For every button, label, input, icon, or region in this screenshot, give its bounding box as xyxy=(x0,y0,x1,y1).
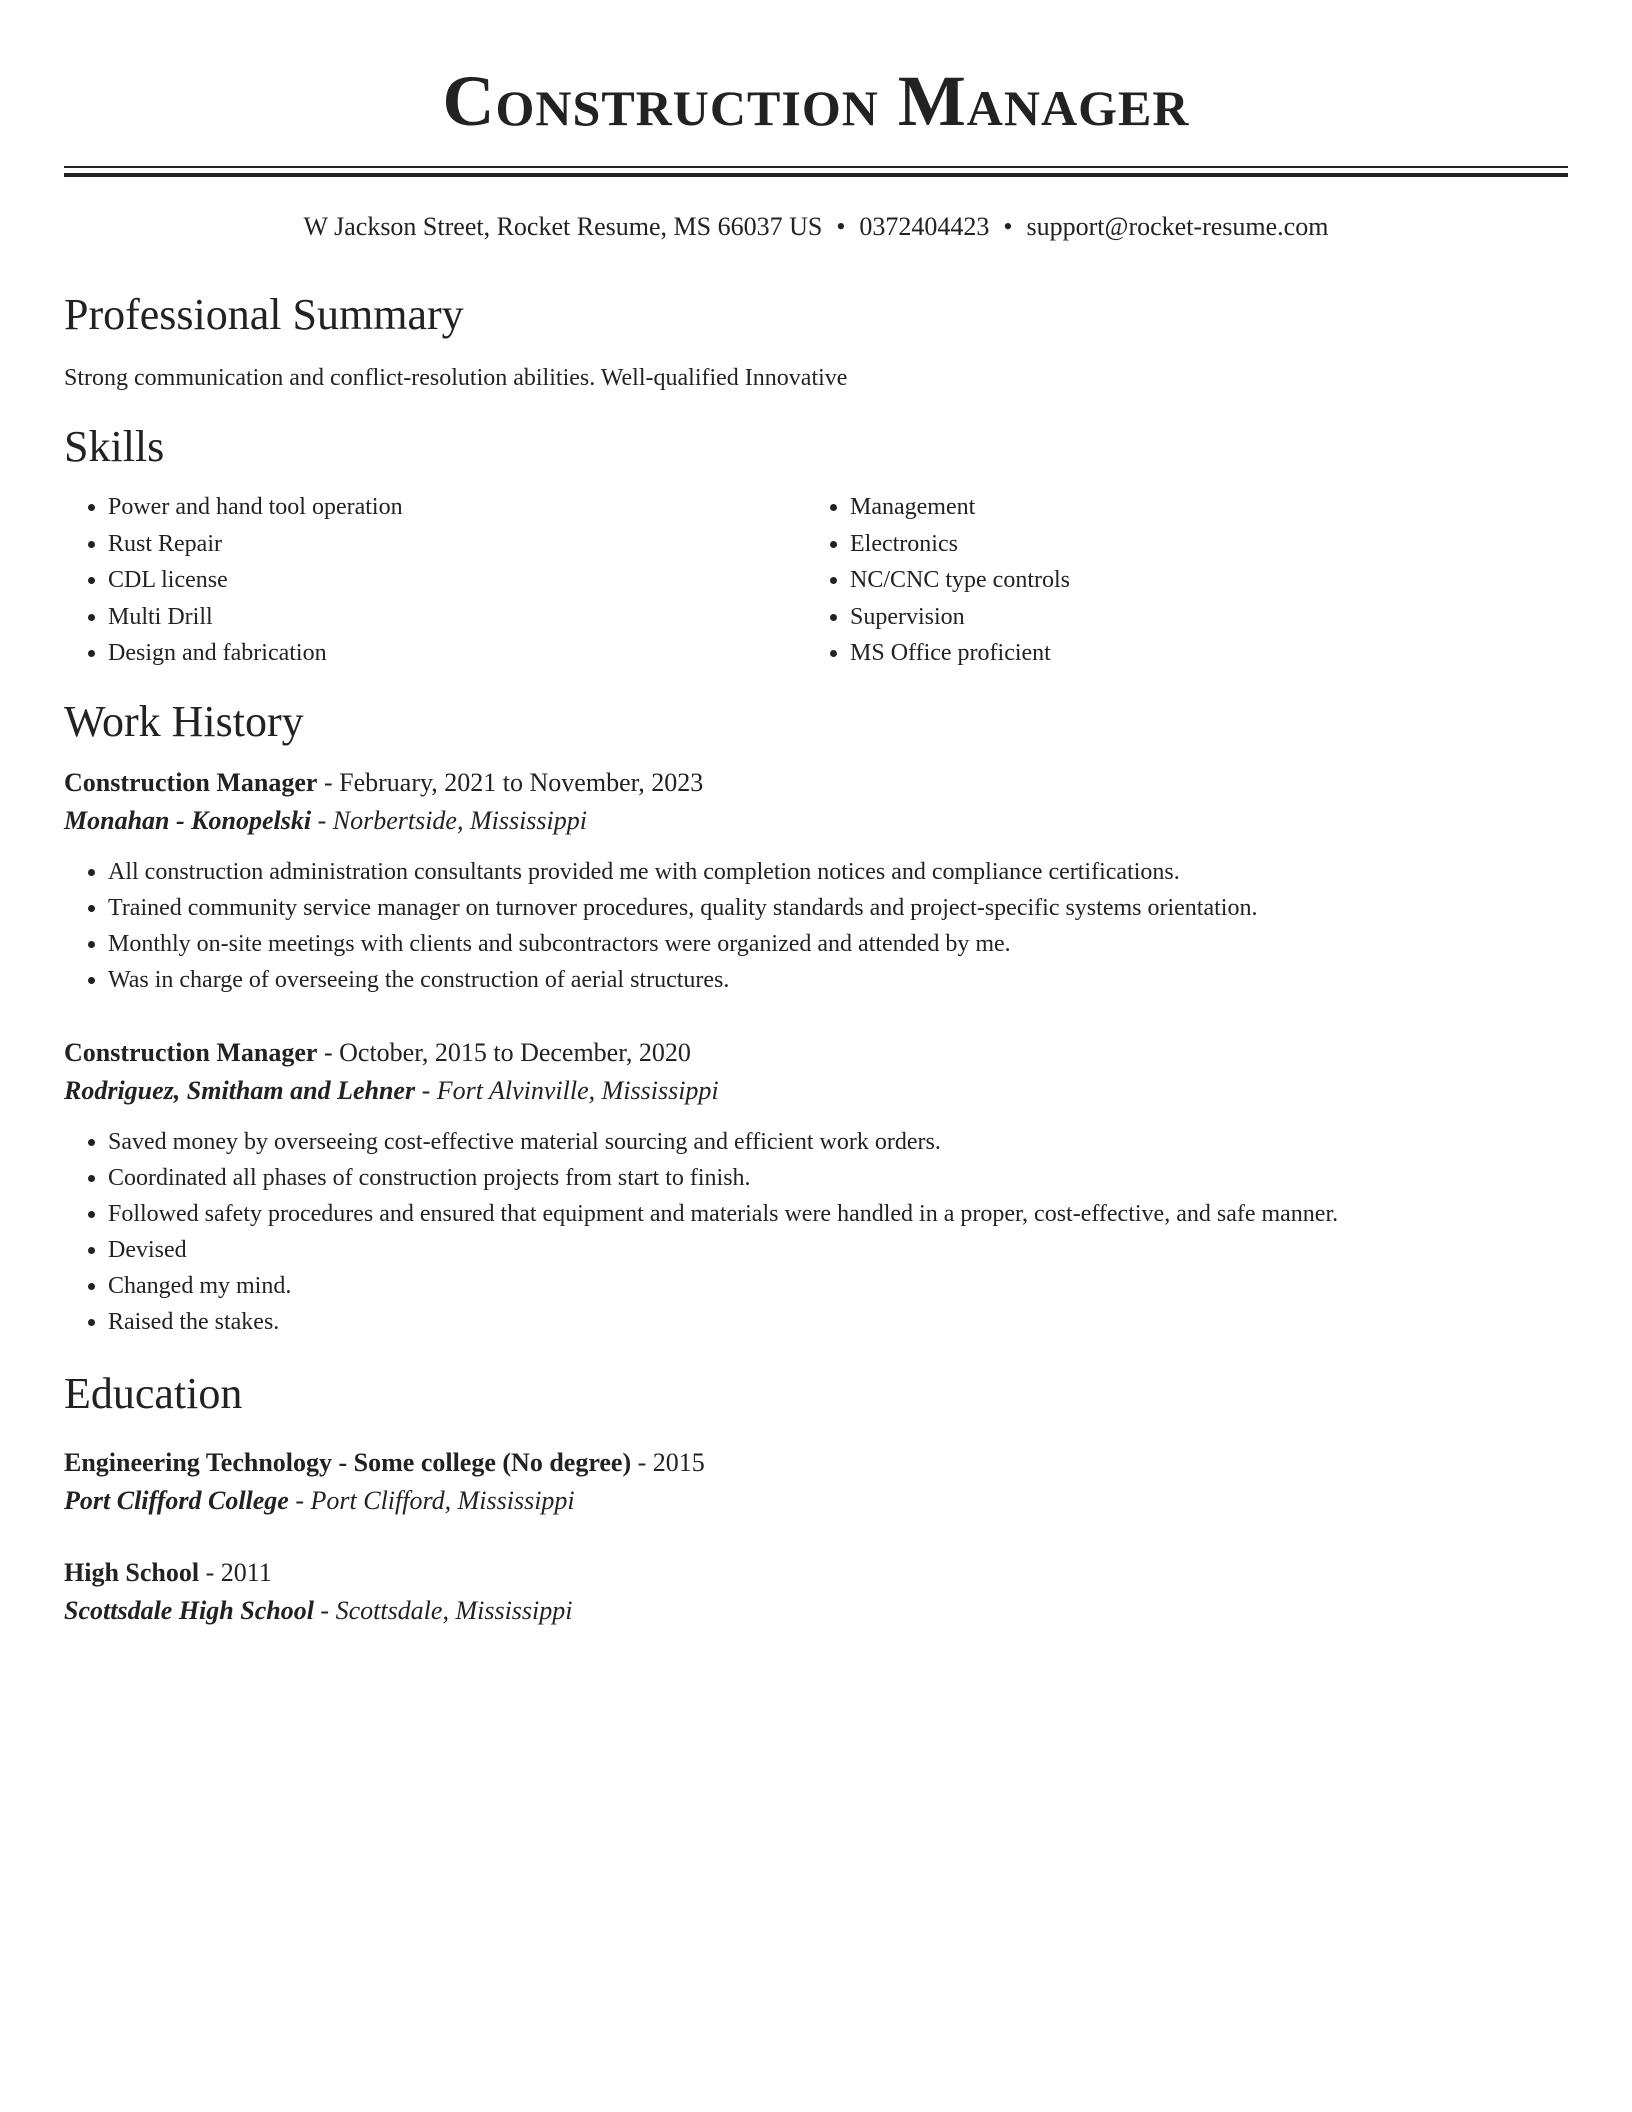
skills-column-right xyxy=(806,489,1550,672)
resume-page xyxy=(64,0,1568,1630)
education-school-line xyxy=(64,1482,1568,1520)
education-entry xyxy=(64,1444,1568,1520)
education-header xyxy=(64,1554,1568,1592)
header-divider-thin xyxy=(64,166,1568,168)
education-school: Scottsdale High School xyxy=(64,1595,314,1625)
job-dates: - February, 2021 to November, 2023 xyxy=(317,767,704,797)
education-location: - Scottsdale, Mississippi xyxy=(313,1595,573,1625)
job-location: - Norbertside, Mississippi xyxy=(311,805,587,835)
job-role: Construction Manager xyxy=(64,1037,318,1067)
summary-text: Strong communication and conflict-resolution abilities. Well-qualified Innovative xyxy=(64,365,848,391)
education-year: - 2015 xyxy=(631,1447,705,1477)
work-history-heading: Work History xyxy=(64,696,304,746)
header-divider-thick xyxy=(64,173,1568,177)
education-heading: Education xyxy=(64,1368,243,1418)
skills-heading: Skills xyxy=(64,422,165,471)
skill-item: • Rust Repair xyxy=(108,526,806,563)
job-bullet: • Changed my mind. xyxy=(108,1268,1568,1304)
job-bullet: • Trained community service manager on turnover procedures, quality standards and project-specific systems orientation. xyxy=(108,890,1568,926)
contact-address: W Jackson Street, Rocket Resume, MS 66037 US xyxy=(303,212,823,241)
job-role: Construction Manager xyxy=(64,767,318,797)
education-school: Port Clifford College xyxy=(64,1485,289,1515)
job-company-line xyxy=(64,1072,1568,1110)
job-bullet: • Devised xyxy=(108,1232,1568,1268)
job-company: Rodriguez, Smitham and Lehner xyxy=(64,1075,416,1105)
job-bullet: • Raised the stakes. xyxy=(108,1304,1568,1340)
job-company-line xyxy=(64,802,1568,840)
education-year: - 2011 xyxy=(199,1557,272,1587)
skill-item: • Supervision xyxy=(850,599,1550,636)
resume-name-title: Construction Manager xyxy=(442,61,1190,141)
contact-separator: • xyxy=(836,212,846,241)
education-degree: Engineering Technology - Some college (No degree) xyxy=(64,1447,632,1477)
skills-list xyxy=(64,489,1568,672)
job-bullet: • Coordinated all phases of construction projects from start to finish. xyxy=(108,1160,1568,1196)
job-bullet: • Followed safety procedures and ensured that equipment and materials were handled in a proper, cost-effective, and safe manner. xyxy=(108,1196,1568,1232)
job-entry xyxy=(64,764,1568,998)
skill-item: • MS Office proficient xyxy=(850,635,1550,672)
job-bullet: • Was in charge of overseeing the construction of aerial structures. xyxy=(108,962,1568,998)
skills-column-left xyxy=(64,489,806,672)
contact-phone: 0372404423 xyxy=(859,212,990,241)
job-company: Monahan - Konopelski xyxy=(64,805,312,835)
education-entry xyxy=(64,1554,1568,1630)
skill-item: • Multi Drill xyxy=(108,599,806,636)
summary-heading: Professional Summary xyxy=(64,290,464,339)
job-bullet: • Monthly on-site meetings with clients and subcontractors were organized and attended by me. xyxy=(108,926,1568,962)
job-entry xyxy=(64,1034,1568,1340)
skill-item: • Management xyxy=(850,489,1550,526)
skill-item: • NC/CNC type controls xyxy=(850,562,1550,599)
job-bullets xyxy=(64,1124,1568,1340)
contact-email: support@rocket-resume.com xyxy=(1026,212,1329,241)
skill-item: • Power and hand tool operation xyxy=(108,489,806,526)
job-bullets xyxy=(64,854,1568,998)
education-school-line xyxy=(64,1592,1568,1630)
education-degree: High School xyxy=(64,1557,200,1587)
job-header xyxy=(64,764,1568,802)
skill-item: • CDL license xyxy=(108,562,806,599)
job-bullet: • All construction administration consultants provided me with completion notices and compliance certifications. xyxy=(108,854,1568,890)
job-dates: - October, 2015 to December, 2020 xyxy=(317,1037,691,1067)
skill-item: • Electronics xyxy=(850,526,1550,563)
job-header xyxy=(64,1034,1568,1072)
education-location: - Port Clifford, Mississippi xyxy=(288,1485,575,1515)
skill-item: • Design and fabrication xyxy=(108,635,806,672)
contact-separator: • xyxy=(1003,212,1013,241)
job-location: - Fort Alvinville, Mississippi xyxy=(415,1075,719,1105)
job-bullet: • Saved money by overseeing cost-effective material sourcing and efficient work orders. xyxy=(108,1124,1568,1160)
contact-line xyxy=(64,211,1568,243)
education-header xyxy=(64,1444,1568,1482)
